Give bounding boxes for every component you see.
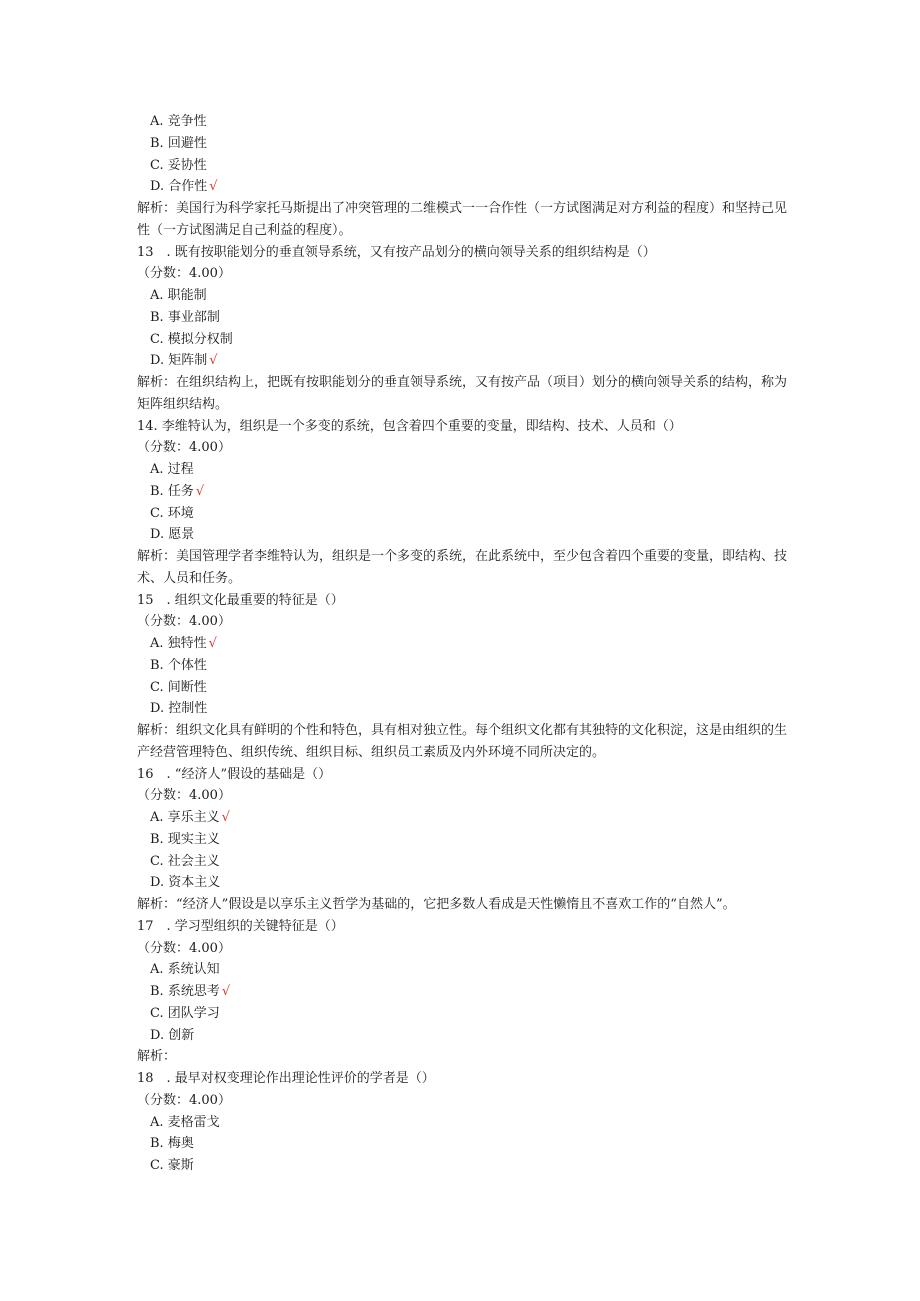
correct-check-icon: √ [221, 984, 231, 999]
correct-check-icon: √ [221, 810, 230, 825]
correct-check-icon: √ [209, 179, 218, 195]
option-text: B. 任务 [150, 483, 194, 499]
answer-option [137, 1025, 787, 1047]
option-text: B. 现实主义 [150, 831, 220, 847]
question-text: 16 . “经济人”假设的基础是（） [137, 766, 332, 782]
answer-option [137, 133, 787, 155]
answer-option [137, 633, 787, 655]
option-text: A. 职能制 [150, 288, 207, 303]
option-text: B. 系统思考 [150, 984, 220, 999]
question-block [137, 111, 787, 242]
option-text: B. 梅奥 [150, 1136, 194, 1152]
option-text: D. 创新 [150, 1027, 195, 1043]
question-block [137, 242, 787, 416]
option-text: D. 矩阵制 [150, 353, 208, 369]
question-score: （分数：4.00） [137, 266, 231, 282]
option-text: D. 控制性 [150, 701, 208, 717]
question-block [137, 1068, 787, 1177]
answer-option [137, 1155, 787, 1177]
explanation-text: 解析：美国管理学者李维特认为，组织是一个多变的系统，在此系统中，至少包含着四个重要的变量，即结构、技术、人员和任务。 [137, 549, 788, 586]
answer-option [137, 503, 787, 525]
option-text: A. 系统认知 [150, 962, 220, 978]
explanation-text: 解析：“经济人”假设是以享乐主义哲学为基础的，它把多数人看成是天性懒惰且不喜欢工作的“自然人”。 [137, 897, 736, 912]
answer-option [137, 307, 787, 329]
question-text: 17 . 学习型组织的关键特征是（） [137, 918, 344, 934]
answer-option [137, 329, 787, 351]
answer-option [137, 1003, 787, 1025]
option-text: B. 个体性 [150, 657, 207, 673]
question-score: （分数：4.00） [137, 1092, 231, 1108]
explanation-text: 解析：美国行为科学家托马斯提出了冲突管理的二维模式一一合作性（一方试图满足对方利益的程度）和坚持己见性（一方试图满足自己利益的程度）。 [137, 201, 788, 238]
document-body [137, 111, 787, 1177]
explanation-text: 解析： [137, 1049, 177, 1065]
question-text: 15 . 组织文化最重要的特征是（） [137, 592, 344, 608]
answer-option [137, 829, 787, 851]
answer-option [137, 459, 787, 481]
option-text: D. 愿景 [150, 527, 195, 543]
option-text: A. 享乐主义 [150, 810, 220, 825]
question-block [137, 416, 787, 590]
question-text: 14. 李维特认为，组织是一个多变的系统，包含着四个重要的变量，即结构、技术、人员和（） [137, 418, 682, 434]
correct-check-icon: √ [209, 353, 218, 369]
option-text: C. 团队学习 [150, 1005, 220, 1021]
question-block [137, 916, 787, 1068]
explanation-text: 解析：在组织结构上，把既有按职能划分的垂直领导系统，又有按产品（项目）划分的横向领导关系的结构，称为矩阵组织结构。 [137, 375, 788, 412]
answer-option [137, 285, 787, 307]
answer-option [137, 1133, 787, 1155]
answer-option [137, 176, 787, 198]
answer-option [137, 981, 787, 1003]
answer-option [137, 872, 787, 894]
answer-option [137, 851, 787, 873]
answer-option [137, 1112, 787, 1134]
option-text: B. 回避性 [150, 135, 207, 151]
option-text: A. 过程 [150, 462, 194, 477]
question-block [137, 764, 787, 916]
correct-check-icon: √ [195, 483, 205, 499]
answer-option [137, 807, 787, 829]
answer-option [137, 111, 787, 133]
question-score: （分数：4.00） [137, 440, 231, 456]
correct-check-icon: √ [208, 636, 217, 651]
answer-option [137, 524, 787, 546]
question-block [137, 590, 787, 764]
option-text: A. 独特性 [150, 636, 207, 651]
answer-option [137, 677, 787, 699]
answer-option [137, 481, 787, 503]
question-score: （分数：4.00） [137, 940, 231, 956]
option-text: A. 竞争性 [150, 114, 207, 129]
option-text: D. 合作性 [150, 179, 208, 195]
option-text: D. 资本主义 [150, 875, 221, 891]
answer-option [137, 698, 787, 720]
option-text: A. 麦格雷戈 [150, 1114, 220, 1130]
question-score: （分数：4.00） [137, 614, 231, 630]
option-text: C. 妥协性 [150, 157, 207, 173]
option-text: C. 社会主义 [150, 853, 220, 869]
option-text: C. 间断性 [150, 679, 207, 695]
option-text: C. 模拟分权制 [150, 331, 233, 347]
option-text: C. 环境 [150, 505, 194, 521]
answer-option [137, 655, 787, 677]
answer-option [137, 350, 787, 372]
option-text: B. 事业部制 [150, 309, 220, 325]
option-text: C. 豪斯 [150, 1158, 194, 1173]
answer-option [137, 155, 787, 177]
question-text: 13 . 既有按职能划分的垂直领导系统，又有按产品划分的横向领导关系的组织结构是（） [137, 244, 656, 260]
explanation-text: 解析：组织文化具有鲜明的个性和特色，具有相对独立性。每个组织文化都有其独特的文化积淀，这是由组织的生产经营管理特色、组织传统、组织目标、组织员工素质及内外环境不同所决定的。 [137, 723, 788, 760]
question-score: （分数：4.00） [137, 788, 231, 804]
question-text: 18 . 最早对权变理论作出理论性评价的学者是（） [137, 1071, 435, 1086]
answer-option [137, 959, 787, 981]
